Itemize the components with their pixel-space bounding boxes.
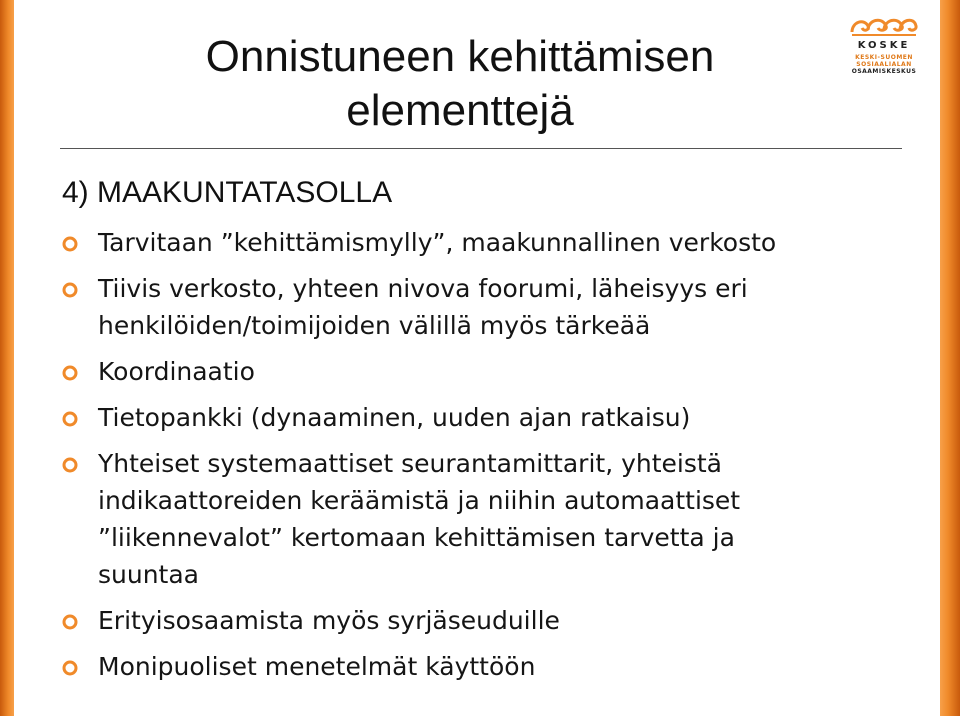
right-orange-bar	[940, 0, 960, 716]
ring-bullet-icon	[62, 457, 78, 473]
bullet-item	[62, 353, 922, 390]
ring-bullet-icon	[62, 411, 78, 427]
logo-name: KOSKE	[857, 40, 911, 51]
bullet-line: Tietopankki (dynaaminen, uuden ajan ratkaisu)	[98, 403, 691, 432]
ring-bullet-icon	[62, 236, 78, 252]
ring-bullet-icon	[62, 660, 78, 676]
logo-subtitle-1: KESKI-SUOMEN	[855, 54, 913, 61]
bullet-line: indikaattoreiden keräämistä ja niihin automaattiset	[98, 486, 741, 515]
ring-bullet-icon	[62, 614, 78, 630]
bullet-item	[62, 270, 922, 344]
ring-bullet-icon	[62, 282, 78, 298]
bullet-item	[62, 224, 922, 261]
bullet-line: Tiivis verkosto, yhteen nivova foorumi, läheisyys eri	[98, 274, 748, 303]
bullet-item	[62, 602, 922, 639]
bullet-line: suuntaa	[98, 560, 200, 589]
title-line-2: elementtejä	[346, 86, 574, 135]
bullet-line: Koordinaatio	[98, 357, 255, 386]
bullet-list	[62, 224, 922, 694]
bullet-item	[62, 648, 922, 685]
section-heading: 4) MAAKUNTATASOLLA	[62, 176, 393, 209]
logo-subtitle-2: SOSIAALIALAN	[856, 61, 912, 68]
bullet-line: ”liikennevalot” kertomaan kehittämisen tarvetta ja	[98, 523, 735, 552]
logo-subtitle-3: OSAAMISKESKUS	[851, 68, 917, 75]
slide-title	[60, 30, 860, 138]
bullet-item	[62, 399, 922, 436]
bullet-line: henkilöiden/toimijoiden välillä myös tärkeää	[98, 311, 651, 340]
bullet-item	[62, 445, 922, 593]
bullet-line: Yhteiset systemaattiset seurantamittarit, yhteistä	[98, 449, 722, 478]
bullet-line: Erityisosaamista myös syrjäseuduille	[98, 606, 560, 635]
bullet-line: Monipuoliset menetelmät käyttöön	[98, 652, 536, 681]
ring-bullet-icon	[62, 365, 78, 381]
title-divider	[60, 148, 902, 149]
left-orange-bar	[0, 0, 14, 716]
bullet-line: Tarvitaan ”kehittämismylly”, maakunnallinen verkosto	[98, 228, 777, 257]
title-line-1: Onnistuneen kehittämisen	[205, 32, 715, 81]
